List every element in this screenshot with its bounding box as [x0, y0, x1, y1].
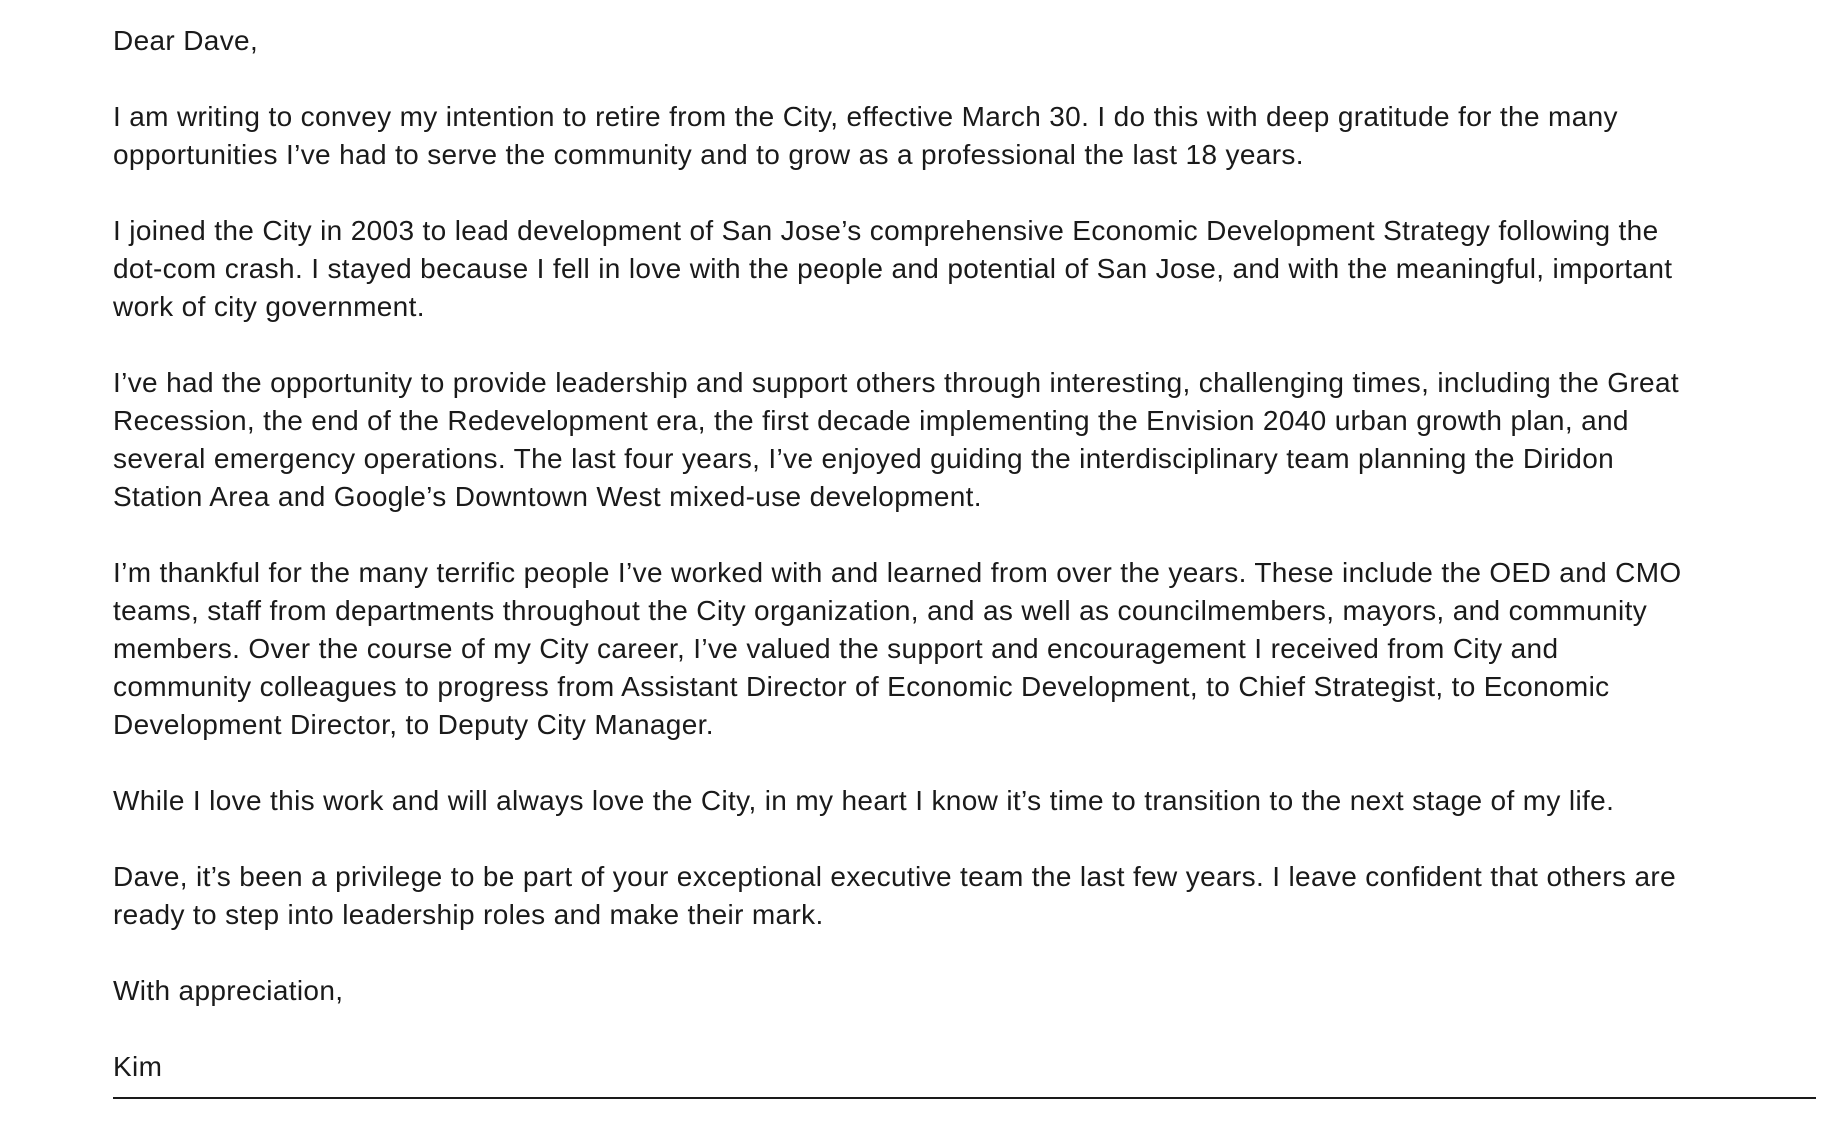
letter-paragraph-1: I am writing to convey my intention to retire from the City, effective March 30. I do this with deep gratitude for the many opportunities I’ve had to serve the community and to grow as a professional the last 18 years.	[113, 101, 1618, 170]
signature-divider	[113, 1097, 1816, 1099]
letter-closing: With appreciation,	[113, 975, 344, 1006]
letter-paragraph-5: While I love this work and will always love the City, in my heart I know it’s time to transition to the next stage of my life.	[113, 785, 1615, 816]
letter-paragraph-6: Dave, it’s been a privilege to be part of your exceptional executive team the last few years. I leave confident that others are ready to step into leadership roles and make their mark.	[113, 861, 1677, 930]
letter-greeting: Dear Dave,	[113, 25, 259, 56]
letter-signature: Kim	[113, 1051, 163, 1082]
letter-paragraph-2: I joined the City in 2003 to lead development of San Jose’s comprehensive Economic Development Strategy following the dot-com crash. I stayed because I fell in love with the people and potential of San Jose, and with the meaningful, important work of city government.	[113, 215, 1673, 322]
letter-paragraph-4: I’m thankful for the many terrific people I’ve worked with and learned from over the years. These include the OED and CMO teams, staff from departments throughout the City organization, and as well as councilmembers, mayors, and community members. Over the course of my City career, I’ve valued the support and encouragement I received from City and community colleagues to progress from Assistant Director of Economic Development, to Chief Strategist, to Economic Development Director, to Deputy City Manager.	[113, 557, 1682, 740]
letter-body	[113, 22, 1823, 1124]
letter-paragraph-3: I’ve had the opportunity to provide leadership and support others through interesting, challenging times, including the Great Recession, the end of the Redevelopment era, the first decade implementing the Envision 2040 urban growth plan, and several emergency operations. The last four years, I’ve enjoyed guiding the interdisciplinary team planning the Diridon Station Area and Google’s Downtown West mixed-use development.	[113, 367, 1680, 512]
